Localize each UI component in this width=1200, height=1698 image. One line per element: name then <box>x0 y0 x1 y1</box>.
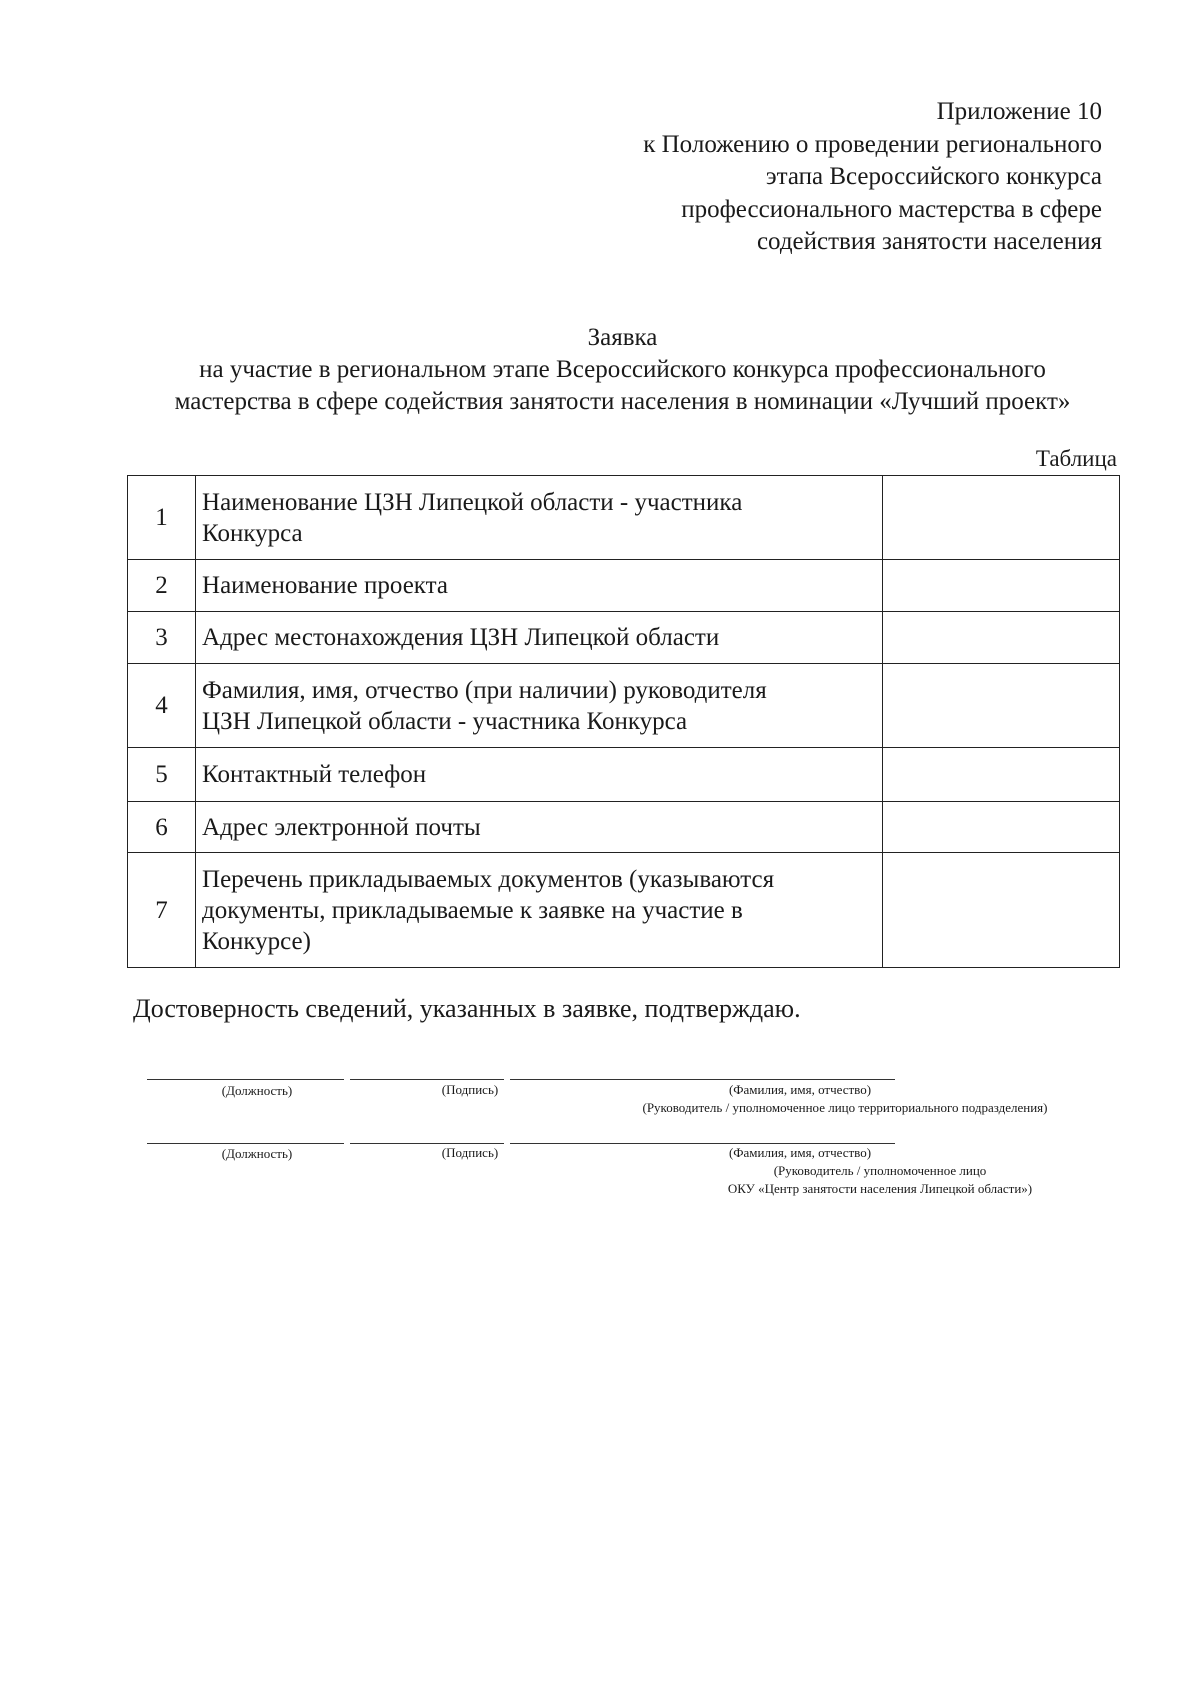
row-label <box>196 664 883 748</box>
row-label-line: Контактный телефон <box>202 761 427 788</box>
row-number: 3 <box>128 612 196 664</box>
row-label-line: ЦЗН Липецкой области - участника Конкурса <box>202 707 688 735</box>
row-label-line: Конкурса <box>202 519 303 547</box>
row-value-cell[interactable] <box>883 802 1120 853</box>
name-caption: (Фамилия, имя, отчество) <box>728 1082 872 1097</box>
table-row <box>128 802 1120 853</box>
role-caption: (Руководитель / уполномоченное лицо территориального подразделения) <box>642 1100 1048 1115</box>
table-row <box>128 560 1120 612</box>
row-label <box>196 802 883 853</box>
signature-caption: (Подпись) <box>441 1082 499 1097</box>
row-value-cell[interactable] <box>883 560 1120 612</box>
row-value-cell[interactable] <box>883 612 1120 664</box>
appendix-line: содействия занятости населения <box>756 228 1102 255</box>
appendix-header <box>643 96 1102 259</box>
title-heading: Заявка <box>587 324 658 351</box>
role-caption: (Руководитель / уполномоченное лицо <box>773 1163 987 1178</box>
appendix-line: профессионального мастерства в сфере <box>681 195 1102 223</box>
row-label-line: Наименование ЦЗН Липецкой области - участника <box>202 488 743 516</box>
row-label-line: Фамилия, имя, отчество (при наличии) руководителя <box>202 676 767 704</box>
position-caption: (Должность) <box>221 1146 293 1161</box>
name-line[interactable] <box>510 1143 895 1144</box>
row-label <box>196 476 883 560</box>
row-number: 5 <box>128 748 196 802</box>
title-line: мастерства в сфере содействия занятости населения в номинации «Лучший проект» <box>174 388 1071 415</box>
confirmation-text: Достоверность сведений, указанных в заявке, подтверждаю. <box>133 994 801 1023</box>
document-title <box>100 322 1145 418</box>
appendix-line: Приложение 10 <box>936 98 1102 125</box>
row-label-line: Конкурсе) <box>202 927 311 955</box>
appendix-line: этапа Всероссийского конкурса <box>765 163 1102 190</box>
name-caption: (Фамилия, имя, отчество) <box>728 1145 872 1160</box>
signature-caption: (Подпись) <box>441 1145 499 1160</box>
appendix-line: к Положению о проведении регионального <box>643 130 1102 158</box>
row-number: 4 <box>128 664 196 748</box>
role-caption: ОКУ «Центр занятости населения Липецкой области») <box>727 1181 1033 1196</box>
row-value-cell[interactable] <box>883 853 1120 968</box>
row-label-line: Адрес электронной почты <box>202 813 481 841</box>
table-row <box>128 853 1120 968</box>
table-row <box>128 612 1120 664</box>
signature-line[interactable] <box>350 1143 504 1144</box>
table-caption: Таблица <box>1035 446 1117 471</box>
position-line[interactable] <box>147 1079 344 1080</box>
row-number: 1 <box>128 476 196 560</box>
row-number: 7 <box>128 853 196 968</box>
title-line: на участие в региональном этапе Всероссийского конкурса профессионального <box>199 356 1046 383</box>
row-label <box>196 853 883 968</box>
row-number: 2 <box>128 560 196 612</box>
row-value-cell[interactable] <box>883 748 1120 802</box>
row-label-line: Перечень прикладываемых документов (указываются <box>202 865 775 893</box>
application-table <box>127 475 1120 968</box>
row-label <box>196 748 883 802</box>
table-row <box>128 476 1120 560</box>
table-row <box>128 748 1120 802</box>
table-row <box>128 664 1120 748</box>
row-label-line: Наименование проекта <box>202 572 448 599</box>
row-value-cell[interactable] <box>883 476 1120 560</box>
row-label <box>196 612 883 664</box>
row-label-line: Адрес местонахождения ЦЗН Липецкой области <box>202 624 720 651</box>
signature-line[interactable] <box>350 1079 504 1080</box>
position-line[interactable] <box>147 1143 344 1144</box>
row-number: 6 <box>128 802 196 853</box>
row-value-cell[interactable] <box>883 664 1120 748</box>
row-label <box>196 560 883 612</box>
name-line[interactable] <box>510 1079 895 1080</box>
row-label-line: документы, прикладываемые к заявке на участие в <box>202 896 743 924</box>
position-caption: (Должность) <box>221 1083 293 1098</box>
